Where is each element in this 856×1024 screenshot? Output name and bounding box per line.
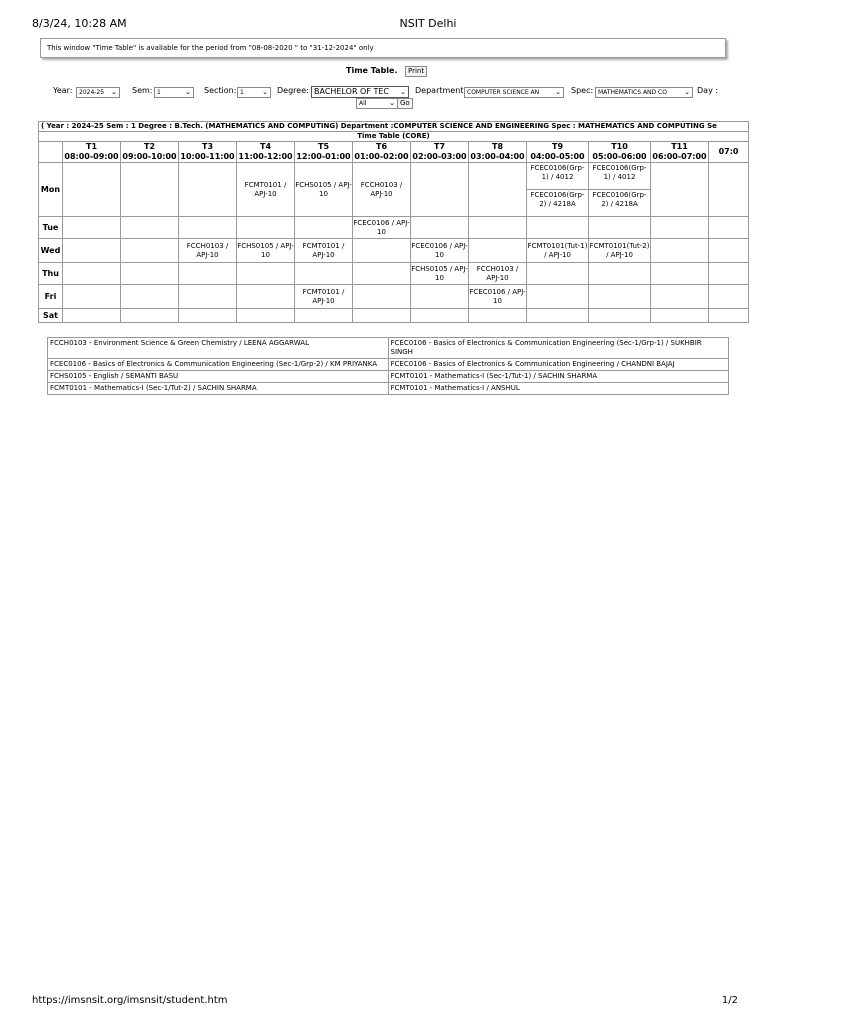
slot-time: 11:00-12:00	[238, 152, 293, 161]
class-entry: FCEC0106(Grp-1) / 4012	[530, 164, 585, 181]
course-legend	[47, 337, 729, 395]
print-site-title: NSIT Delhi	[399, 17, 457, 30]
timetable-cell	[651, 263, 709, 285]
legend-entry: FCEC0106 - Basics of Electronics & Communication Engineering (Sec-1/Grp-1) / SUKHBIR SINGH	[388, 338, 729, 359]
timetable-cell: FCEC0106 / APJ-10	[411, 239, 469, 263]
degree-label: Degree:	[277, 86, 309, 95]
year-label: Year:	[53, 86, 73, 95]
slot-time: 01:00-02:00	[354, 152, 409, 161]
timetable-cell	[589, 263, 651, 285]
timetable-cell: FCCH0103 / APJ-10	[353, 163, 411, 217]
timetable-cell	[527, 309, 589, 323]
corner-cell	[39, 142, 63, 163]
timetable-cell	[121, 163, 179, 217]
timetable-cell	[709, 217, 749, 239]
legend-row	[48, 371, 729, 383]
timetable-cell	[651, 217, 709, 239]
timetable-cell	[709, 309, 749, 323]
timetable-cell	[709, 285, 749, 309]
class-entry: FCEC0106(Grp-2) / 4218A	[527, 189, 588, 210]
timetable-cell	[121, 309, 179, 323]
slot-name: T2	[143, 142, 156, 151]
timetable-cell	[63, 239, 121, 263]
timetable-row	[39, 217, 749, 239]
day-label: Tue	[39, 217, 63, 239]
timetable-cell	[709, 163, 749, 217]
slot-header	[589, 142, 651, 163]
slot-header	[709, 142, 749, 163]
timetable-cell	[411, 217, 469, 239]
year-select[interactable]: 2024-25 ⌄	[76, 87, 120, 98]
legend-row	[48, 359, 729, 371]
slot-header	[179, 142, 237, 163]
legend-entry: FCMT0101 - Mathematics-I (Sec-1/Tut-1) / SACHIN SHARMA	[388, 371, 729, 383]
timetable-cell	[237, 285, 295, 309]
timetable-subcaption: Time Table (CORE)	[39, 132, 749, 142]
slot-name: T11	[671, 142, 688, 151]
day-select[interactable]: All ⌄	[356, 98, 398, 109]
availability-notice: This window "Time Table" is available for the period from "08-08-2020 " to "31-12-2024" only	[40, 38, 726, 58]
timetable-cell: FCHS0105 / APJ-10	[295, 163, 353, 217]
print-datetime: 8/3/24, 10:28 AM	[32, 17, 127, 30]
slot-header	[353, 142, 411, 163]
timetable-cell	[63, 309, 121, 323]
legend-entry: FCEC0106 - Basics of Electronics & Communication Engineering (Sec-1/Grp-2) / KM PRIYANKA	[48, 359, 389, 371]
timetable-cell	[237, 263, 295, 285]
section-select[interactable]: 1 ⌄	[237, 87, 271, 98]
chevron-down-icon: ⌄	[262, 88, 268, 96]
timetable-cell	[121, 239, 179, 263]
chevron-down-icon: ⌄	[389, 99, 395, 107]
slot-time: 09:00-10:00	[122, 152, 177, 161]
legend-entry: FCMT0101 - Mathematics-I / ANSHUL	[388, 383, 729, 395]
section-label: Section:	[204, 86, 237, 95]
timetable-cell	[709, 263, 749, 285]
slot-name: T9	[551, 142, 564, 151]
slot-time: 02:00-03:00	[412, 152, 467, 161]
timetable-cell	[179, 263, 237, 285]
slot-time: 08:00-09:00	[64, 152, 119, 161]
timetable-cell	[651, 309, 709, 323]
timetable-cell: FCMT0101(Tut-1) / APJ-10	[527, 239, 589, 263]
degree-select[interactable]: BACHELOR OF TEC ⌄	[311, 86, 409, 98]
timetable-cell	[353, 263, 411, 285]
slot-header	[527, 142, 589, 163]
timetable-cell: FCCH0103 / APJ-10	[179, 239, 237, 263]
slot-time: 12:00-01:00	[296, 152, 351, 161]
timetable-row	[39, 309, 749, 323]
day-label: Mon	[39, 163, 63, 217]
slot-time: 05:00-06:00	[592, 152, 647, 161]
slot-header	[295, 142, 353, 163]
timetable-cell: FCMT0101 / APJ-10	[295, 239, 353, 263]
slot-name: T8	[491, 142, 504, 151]
timetable-cell: FCCH0103 / APJ-10	[469, 263, 527, 285]
sem-select[interactable]: 1 ⌄	[154, 87, 194, 98]
timetable-cell	[63, 163, 121, 217]
timetable-cell	[589, 217, 651, 239]
day-label: Fri	[39, 285, 63, 309]
day-label: Thu	[39, 263, 63, 285]
timetable-cell	[295, 309, 353, 323]
timetable-cell	[651, 285, 709, 309]
timetable-cell: FCMT0101(Tut-2) / APJ-10	[589, 239, 651, 263]
slot-name: T3	[201, 142, 214, 151]
timetable-cell	[589, 163, 651, 217]
timetable-cell	[527, 285, 589, 309]
day-label: Wed	[39, 239, 63, 263]
timetable-cell	[121, 217, 179, 239]
timetable-cell: FCEC0106 / APJ-10	[469, 285, 527, 309]
split-cell	[589, 163, 650, 210]
timetable-cell	[469, 163, 527, 217]
slot-name: T7	[433, 142, 446, 151]
timetable-cell	[179, 285, 237, 309]
chevron-down-icon: ⌄	[185, 88, 191, 96]
timetable-row	[39, 239, 749, 263]
slot-name: T6	[375, 142, 388, 151]
timetable-cell	[353, 285, 411, 309]
spec-select[interactable]: MATHEMATICS AND CO ⌄	[595, 87, 693, 98]
slot-time: 03:00-04:00	[470, 152, 525, 161]
timetable-cell	[651, 163, 709, 217]
timetable-container	[38, 121, 739, 327]
timetable-cell	[121, 285, 179, 309]
class-entry: FCEC0106(Grp-1) / 4012	[592, 164, 647, 181]
timetable-cell	[63, 263, 121, 285]
timetable-cell	[237, 309, 295, 323]
timetable-cell	[179, 163, 237, 217]
slot-header	[121, 142, 179, 163]
department-label: Department	[415, 86, 464, 95]
chevron-down-icon: ⌄	[400, 88, 406, 96]
slot-header	[651, 142, 709, 163]
slot-name: T10	[611, 142, 628, 151]
spec-label: Spec:	[571, 86, 594, 95]
legend-entry: FCCH0103 - Environment Science & Green Chemistry / LEENA AGGARWAL	[48, 338, 389, 359]
timetable-cell	[411, 309, 469, 323]
timetable-cell	[237, 217, 295, 239]
department-select[interactable]: COMPUTER SCIENCE AN ⌄	[464, 87, 564, 98]
day-label: Day :	[697, 86, 719, 95]
timetable-cell	[469, 217, 527, 239]
sem-label: Sem:	[132, 86, 153, 95]
slot-name: T5	[317, 142, 330, 151]
timetable-row	[39, 285, 749, 309]
slot-header	[411, 142, 469, 163]
legend-entry: FCHS0105 - English / SEMANTI BASU	[48, 371, 389, 383]
timetable-row	[39, 163, 749, 217]
timetable-cell: FCHS0105 / APJ-10	[411, 263, 469, 285]
legend-row	[48, 338, 729, 359]
timetable-cell: FCMT0101 / APJ-10	[295, 285, 353, 309]
slot-header	[63, 142, 121, 163]
timetable-row	[39, 263, 749, 285]
timetable-cell	[589, 309, 651, 323]
timetable-cell: FCMT0101 / APJ-10	[237, 163, 295, 217]
timetable-cell	[527, 263, 589, 285]
slot-name: T4	[259, 142, 272, 151]
print-url: https://imsnsit.org/imsnsit/student.htm	[32, 995, 228, 1006]
slot-time: 07:0	[718, 147, 739, 156]
timetable-cell	[469, 309, 527, 323]
timetable-cell	[411, 285, 469, 309]
timetable-cell	[651, 239, 709, 263]
timetable-cell	[179, 217, 237, 239]
timetable-cell: FCHS0105 / APJ-10	[237, 239, 295, 263]
timetable-cell	[527, 217, 589, 239]
timetable-cell	[295, 217, 353, 239]
print-button[interactable]: Print	[405, 66, 427, 77]
timetable-cell	[709, 239, 749, 263]
timetable	[38, 121, 749, 323]
timetable-cell	[353, 239, 411, 263]
legend-entry: FCMT0101 - Mathematics-I (Sec-1/Tut-2) / SACHIN SHARMA	[48, 383, 389, 395]
page-title: Time Table.	[346, 66, 398, 75]
split-cell	[527, 163, 588, 210]
slot-name: T1	[85, 142, 98, 151]
go-button[interactable]: Go	[397, 98, 413, 109]
timetable-cell	[411, 163, 469, 217]
legend-row	[48, 383, 729, 395]
timetable-cell	[63, 285, 121, 309]
timetable-cell	[63, 217, 121, 239]
chevron-down-icon: ⌄	[555, 88, 561, 96]
timetable-cell	[179, 309, 237, 323]
chevron-down-icon: ⌄	[684, 88, 690, 96]
timetable-caption: ( Year : 2024-25 Sem : 1 Degree : B.Tech. (MATHEMATICS AND COMPUTING) Department :COMPUTER SCIENCE AND ENGINEERING Spec : MATHEMATICS AND COMPUTING Se	[39, 122, 749, 132]
chevron-down-icon: ⌄	[111, 88, 117, 96]
class-entry: FCEC0106(Grp-2) / 4218A	[589, 189, 650, 210]
timetable-cell	[121, 263, 179, 285]
slot-time: 06:00-07:00	[652, 152, 707, 161]
slot-header	[237, 142, 295, 163]
slot-time: 10:00-11:00	[180, 152, 235, 161]
day-label: Sat	[39, 309, 63, 323]
timetable-cell	[353, 309, 411, 323]
timetable-cell: FCEC0106 / APJ-10	[353, 217, 411, 239]
timetable-cell	[469, 239, 527, 263]
legend-entry: FCEC0106 - Basics of Electronics & Communication Engineering / CHANDNI BAJAJ	[388, 359, 729, 371]
timetable-cell	[589, 285, 651, 309]
timetable-cell	[527, 163, 589, 217]
slot-time: 04:00-05:00	[530, 152, 585, 161]
timetable-cell	[295, 263, 353, 285]
print-page-number: 1/2	[721, 995, 738, 1006]
slot-header	[469, 142, 527, 163]
